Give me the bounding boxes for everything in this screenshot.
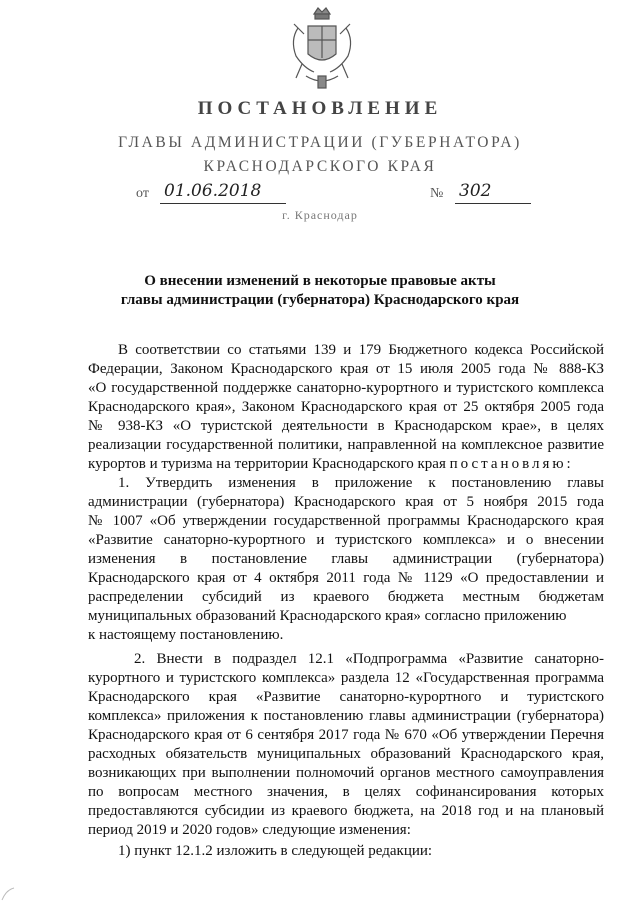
krasnodar-coat-of-arms-emblem <box>284 6 360 92</box>
body-line: № 1007 «Об утверждении государственной программы Краснодарского края <box>88 513 604 529</box>
body-line: 1) пункт 12.1.2 изложить в следующей редакции: <box>118 843 433 859</box>
scan-corner-mark-icon <box>0 884 18 902</box>
document-date: 01.06.2018 <box>160 181 286 204</box>
resolution-word: постановляю: <box>449 456 574 472</box>
body-line <box>88 455 604 473</box>
body-line: Краснодарского края», Законом Краснодарского края от 25 октября 2005 года <box>88 399 604 415</box>
body-line: период 2019 и 2020 годов» следующие изменения: <box>88 822 411 838</box>
body-line: Краснодарского края «Развитие санаторно-курортного и туристского <box>88 689 604 705</box>
document-number: 302 <box>455 181 531 204</box>
subject-line-1: О внесении изменений в некоторые правовые акты <box>144 273 496 289</box>
body-line: распределении субсидий из краевого бюджета местным бюджетам <box>88 589 604 605</box>
issuer-line-2: КРАСНОДАРСКОГО КРАЯ <box>203 158 437 175</box>
document-type-title: ПОСТАНОВЛЕНИЕ <box>197 98 443 119</box>
body-text: курортов и туризма на территории Краснодарского края <box>88 456 446 472</box>
body-line: 2. Внести в подраздел 12.1 «Подпрограмма «Развитие санаторно- <box>134 651 604 667</box>
body-line: по вопросам местного значения, в целях софинансирования которых <box>88 784 604 800</box>
body-line: 1. Утвердить изменения в приложение к постановлению главы <box>118 475 604 491</box>
body-line: В соответствии со статьями 139 и 179 Бюджетного кодекса Российской <box>118 342 604 358</box>
body-line: Краснодарского края от 6 сентября 2017 года № 670 «Об утверждении Перечня <box>88 727 604 743</box>
body-line: расходных обязательств муниципальных образований Краснодарского края, <box>88 746 604 762</box>
body-line: к настоящему постановлению. <box>88 627 284 643</box>
body-line: комплекса» приложения к постановлению главы администрации (губернатора) <box>88 708 604 724</box>
body-line: реализации государственной политики, направленной на комплексное развитие <box>88 437 604 453</box>
body-line: Краснодарского края от 4 октября 2011 года № 1129 «О предоставлении и <box>88 570 604 586</box>
body-line: Федерации, Законом Краснодарского края от 15 июля 2005 года № 888-КЗ <box>88 361 604 377</box>
body-line: муниципальных образований Краснодарского края» согласно приложению <box>88 608 567 624</box>
body-line: возникающих при выполнении полномочий органов местного самоуправления <box>88 765 604 781</box>
date-label: от <box>136 186 149 201</box>
number-label: № <box>430 186 444 201</box>
city-name: г. Краснодар <box>282 208 358 222</box>
body-line: изменения в постановление главы администрации (губернатора) <box>88 551 604 567</box>
body-line: «Развитие санаторно-курортного и туристского комплекса» и о внесении <box>88 532 604 548</box>
body-line: № 938-КЗ «О туристской деятельности в Краснодарском крае», в целях <box>88 418 604 434</box>
body-line: предоставляются субсидии из краевого бюджета, на 2018 год и на плановый <box>88 803 604 819</box>
body-line: «О государственной поддержке санаторно-курортного и туристского комплекса <box>88 380 604 396</box>
issuer-line-1: ГЛАВЫ АДМИНИСТРАЦИИ (ГУБЕРНАТОРА) <box>118 134 522 151</box>
body-line: курортного и туристского комплекса» раздела 12 «Государственная программа <box>88 670 604 686</box>
body-line: администрации (губернатора) Краснодарского края от 5 ноября 2015 года <box>88 494 604 510</box>
subject-line-2: главы администрации (губернатора) Краснодарского края <box>120 292 520 308</box>
